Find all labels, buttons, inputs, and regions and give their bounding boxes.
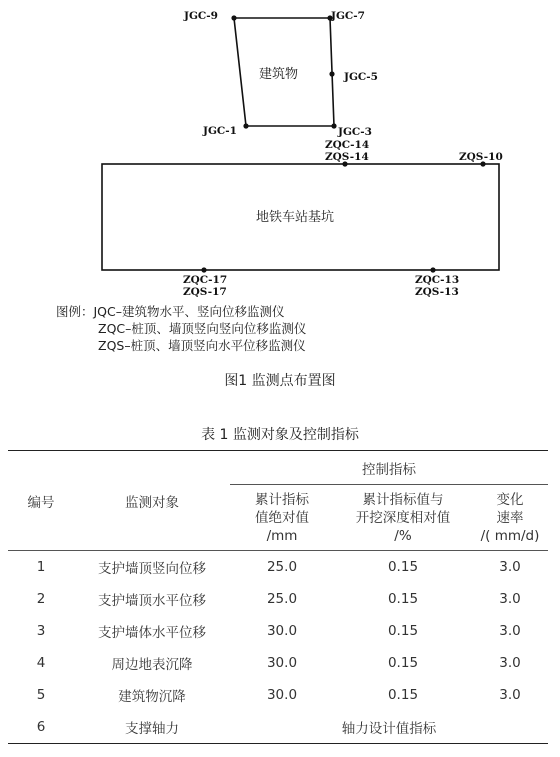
header-control: 控制指标	[230, 451, 548, 485]
label-zqc13: ZQC-13	[415, 274, 460, 286]
header-rate	[472, 485, 548, 551]
header-cumulative-abs-unit: /mm	[266, 527, 298, 544]
header-rate-unit: /( mm/d)	[480, 527, 540, 544]
cell-merged-index: 轴力设计值指标	[230, 711, 548, 744]
cell-rate: 3.0	[499, 687, 521, 703]
cell-object: 周边地表沉降	[111, 657, 193, 673]
point-jgc9	[231, 15, 236, 20]
cell-abs: 25.0	[266, 559, 298, 575]
cell-index: 3	[36, 623, 46, 639]
cell-index: 4	[36, 655, 46, 671]
label-jgc7: JGC-7	[331, 10, 365, 22]
label-zqs10: ZQS-10	[459, 151, 503, 163]
cell-object: 支护墙顶竖向位移	[98, 561, 206, 577]
header-cumulative-rel-unit: /%	[394, 527, 412, 544]
cell-abs: 30.0	[266, 655, 298, 671]
header-cumulative-abs	[230, 485, 334, 551]
label-jgc3: JGC-3	[338, 126, 372, 138]
cell-index: 6	[8, 711, 74, 744]
cell-object: 建筑物沉降	[118, 689, 186, 705]
label-zqc17: ZQC-17	[183, 274, 228, 286]
label-zqs17: ZQS-17	[183, 286, 227, 298]
control-index-table	[8, 450, 548, 744]
table-row	[8, 647, 548, 679]
label-zqc14: ZQC-14	[325, 139, 370, 151]
legend-line-zqs: ZQS–桩顶、墙顶竖向水平位移监测仪	[98, 338, 306, 353]
figure-caption: 图1 监测点布置图	[224, 373, 336, 389]
monitoring-layout-diagram	[0, 0, 560, 300]
label-jgc9: JGC-9	[184, 10, 218, 22]
cell-rate: 3.0	[499, 655, 521, 671]
header-rate-line1: 变化	[496, 491, 524, 508]
cell-abs: 30.0	[266, 687, 298, 703]
cell-object: 支撑轴力	[74, 711, 230, 744]
cell-rate: 3.0	[499, 623, 521, 639]
label-zqs14: ZQS-14	[325, 151, 369, 163]
cell-rel: 0.15	[387, 559, 419, 575]
cell-abs: 30.0	[266, 623, 298, 639]
label-jgc1: JGC-1	[203, 125, 237, 137]
label-zqs13: ZQS-13	[415, 286, 459, 298]
table-caption: 表 1 监测对象及控制指标	[201, 427, 359, 443]
point-zq13	[430, 267, 435, 272]
point-jgc3	[331, 123, 336, 128]
header-index: 编号	[8, 451, 74, 551]
table-row	[8, 711, 548, 744]
point-jgc5	[329, 71, 334, 76]
header-cumulative-rel-line1: 累计指标值与	[362, 491, 444, 508]
table-row	[8, 551, 548, 584]
cell-rel: 0.15	[387, 655, 419, 671]
cell-abs: 25.0	[266, 591, 298, 607]
legend-line-zqc: ZQC–桩顶、墙顶竖向竖向位移监测仪	[98, 321, 307, 336]
header-rate-line2: 速率	[496, 509, 524, 526]
table-row	[8, 583, 548, 615]
cell-rel: 0.15	[387, 623, 419, 639]
header-cumulative-abs-line1: 累计指标	[255, 491, 309, 508]
table-row	[8, 615, 548, 647]
label-jgc5: JGC-5	[344, 71, 378, 83]
cell-object: 支护墙体水平位移	[98, 625, 206, 641]
header-object: 监测对象	[74, 451, 230, 551]
cell-rate: 3.0	[499, 591, 521, 607]
header-cumulative-rel-line2: 开挖深度相对值	[355, 509, 451, 526]
cell-rel: 0.15	[387, 687, 419, 703]
point-zq17	[201, 267, 206, 272]
header-cumulative-rel	[334, 485, 472, 551]
cell-index: 5	[36, 687, 46, 703]
figure-legend	[56, 303, 306, 354]
table-row	[8, 679, 548, 711]
cell-rate: 3.0	[499, 559, 521, 575]
cell-index: 2	[36, 591, 46, 607]
legend-line-jqc: 图例：JQC–建筑物水平、竖向位移监测仪	[56, 304, 285, 319]
cell-object: 支护墙顶水平位移	[98, 593, 206, 609]
building-label: 建筑物	[259, 67, 299, 82]
point-jgc1	[243, 123, 248, 128]
cell-index: 1	[36, 559, 46, 575]
pit-label: 地铁车站基坑	[256, 210, 335, 225]
header-cumulative-abs-line2: 值绝对值	[255, 509, 309, 526]
cell-rel: 0.15	[387, 591, 419, 607]
